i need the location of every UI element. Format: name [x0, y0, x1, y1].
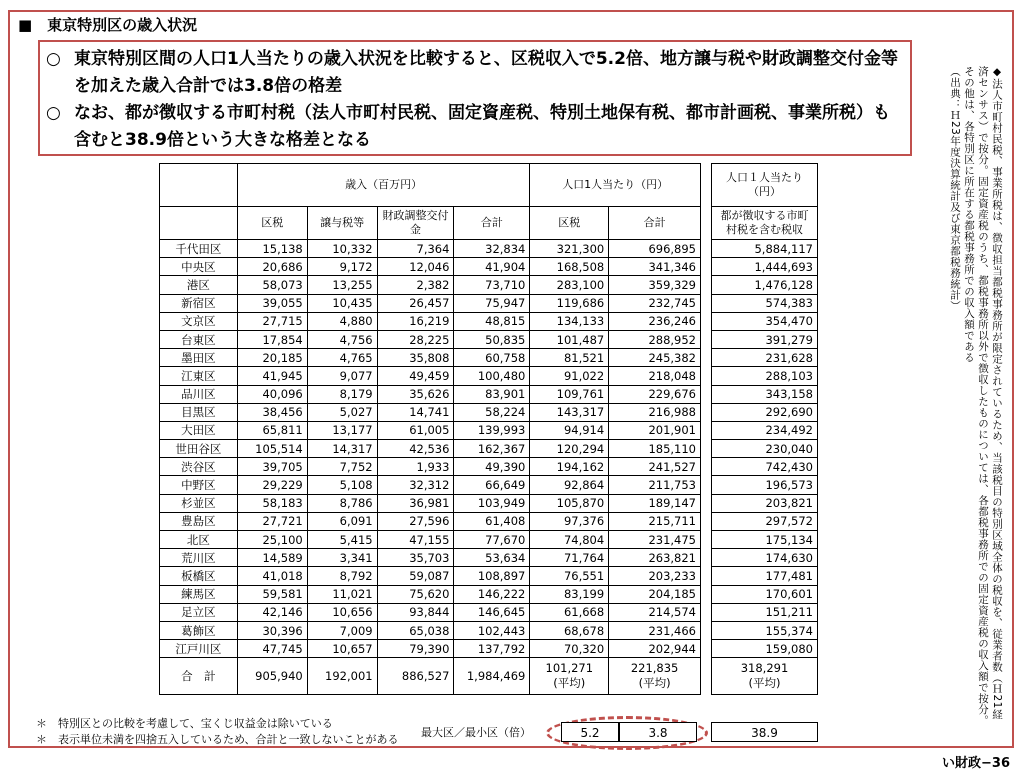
- table-row: [160, 567, 701, 585]
- value-cell: 42,536: [377, 440, 454, 458]
- side-value-cell: 1,476,128: [712, 276, 818, 294]
- value-cell: 32,834: [454, 240, 530, 258]
- table-row: [160, 349, 701, 367]
- value-cell: 1,933: [377, 458, 454, 476]
- side-row: [712, 330, 818, 348]
- value-cell: 14,589: [237, 549, 307, 567]
- value-cell: 139,993: [454, 421, 530, 439]
- ward-name: 荒川区: [160, 549, 238, 567]
- value-cell: 5,108: [307, 476, 377, 494]
- value-cell: 9,172: [307, 258, 377, 276]
- value-cell: 26,457: [377, 294, 454, 312]
- value-cell: 231,475: [609, 531, 701, 549]
- value-cell: 5,415: [307, 531, 377, 549]
- side-value-cell: 391,279: [712, 330, 818, 348]
- side-value-cell: 354,470: [712, 312, 818, 330]
- total-percap-total: 221,835 (平均): [609, 658, 701, 695]
- diamond-bullet-icon: ◆: [991, 66, 1003, 79]
- value-cell: 283,100: [530, 276, 609, 294]
- value-cell: 47,155: [377, 531, 454, 549]
- value-cell: 20,185: [237, 349, 307, 367]
- value-cell: 100,480: [454, 367, 530, 385]
- ward-name: 板橋区: [160, 567, 238, 585]
- table-row: [160, 258, 701, 276]
- side-row: [712, 240, 818, 258]
- value-cell: 58,073: [237, 276, 307, 294]
- side-row: [712, 585, 818, 603]
- side-row: [712, 476, 818, 494]
- table-row: [160, 476, 701, 494]
- summary-text: なお、都が徴収する市町村税（法人市町村民税、固定資産税、特別土地保有税、都市計画税、事業所税）も含むと38.9倍という大きな格差となる: [74, 103, 890, 150]
- side-value-cell: 288,103: [712, 367, 818, 385]
- slide-title: ■ 東京特別区の歳入状況: [18, 16, 198, 34]
- side-value-cell: 177,481: [712, 567, 818, 585]
- value-cell: 120,294: [530, 440, 609, 458]
- value-cell: 102,443: [454, 621, 530, 639]
- value-cell: 65,811: [237, 421, 307, 439]
- value-cell: 39,705: [237, 458, 307, 476]
- side-row: [712, 294, 818, 312]
- side-row: [712, 349, 818, 367]
- value-cell: 27,596: [377, 512, 454, 530]
- summary-box: [38, 40, 912, 156]
- side-row: [712, 421, 818, 439]
- value-cell: 92,864: [530, 476, 609, 494]
- side-value-cell: 231,628: [712, 349, 818, 367]
- value-cell: 79,390: [377, 640, 454, 658]
- side-total-cell: 318,291 (平均): [712, 658, 818, 695]
- table-row: [160, 585, 701, 603]
- side-row: [712, 531, 818, 549]
- total-percap-tax: 101,271 (平均): [530, 658, 609, 695]
- value-cell: 94,914: [530, 421, 609, 439]
- value-cell: 143,317: [530, 403, 609, 421]
- ward-name: 中央区: [160, 258, 238, 276]
- summary-text: 東京特別区間の人口1人当たりの歳入状況を比較すると、区税収入で5.2倍、地方譲与税や財政調整交付金等を加えた歳入合計では3.8倍の格差: [74, 49, 898, 96]
- side-total-row: [712, 658, 818, 695]
- value-cell: 15,138: [237, 240, 307, 258]
- ward-name: 世田谷区: [160, 440, 238, 458]
- circle-bullet-icon: ○: [46, 103, 61, 123]
- value-cell: 61,408: [454, 512, 530, 530]
- value-cell: 218,048: [609, 367, 701, 385]
- page-number: い財政−36: [942, 756, 1010, 771]
- value-cell: 241,527: [609, 458, 701, 476]
- ward-name: 渋谷区: [160, 458, 238, 476]
- total-row: [160, 658, 701, 695]
- value-cell: 101,487: [530, 330, 609, 348]
- summary-bullet: [46, 100, 904, 154]
- col-header: 合計: [454, 207, 530, 240]
- circle-bullet-icon: ○: [46, 49, 61, 69]
- side-row: [712, 494, 818, 512]
- value-cell: 109,761: [530, 385, 609, 403]
- table-row: [160, 549, 701, 567]
- table-row: [160, 367, 701, 385]
- value-cell: 36,981: [377, 494, 454, 512]
- ward-name: 品川区: [160, 385, 238, 403]
- value-cell: 93,844: [377, 603, 454, 621]
- value-cell: 35,703: [377, 549, 454, 567]
- value-cell: 30,396: [237, 621, 307, 639]
- value-cell: 53,634: [454, 549, 530, 567]
- value-cell: 81,521: [530, 349, 609, 367]
- value-cell: 201,901: [609, 421, 701, 439]
- table-row: [160, 440, 701, 458]
- ward-name: 千代田区: [160, 240, 238, 258]
- value-cell: 65,038: [377, 621, 454, 639]
- value-cell: 137,792: [454, 640, 530, 658]
- value-cell: 185,110: [609, 440, 701, 458]
- value-cell: 359,329: [609, 276, 701, 294]
- value-cell: 108,897: [454, 567, 530, 585]
- value-cell: 28,225: [377, 330, 454, 348]
- value-cell: 50,835: [454, 330, 530, 348]
- side-row: [712, 549, 818, 567]
- col-header: 譲与税等: [307, 207, 377, 240]
- value-cell: 27,715: [237, 312, 307, 330]
- value-cell: 4,880: [307, 312, 377, 330]
- side-value-cell: 175,134: [712, 531, 818, 549]
- summary-bullet: [46, 46, 904, 100]
- value-cell: 61,005: [377, 421, 454, 439]
- value-cell: 41,018: [237, 567, 307, 585]
- side-row: [712, 440, 818, 458]
- col-header: 区税: [237, 207, 307, 240]
- footnote: ＊ 特別区との比較を考慮して、宝くじ収益金は除いている: [36, 717, 333, 730]
- value-cell: 16,219: [377, 312, 454, 330]
- value-cell: 10,435: [307, 294, 377, 312]
- value-cell: 119,686: [530, 294, 609, 312]
- value-cell: 58,183: [237, 494, 307, 512]
- table-row: [160, 312, 701, 330]
- value-cell: 49,390: [454, 458, 530, 476]
- ward-name: 杉並区: [160, 494, 238, 512]
- value-cell: 202,944: [609, 640, 701, 658]
- col-header: 財政調整交付金: [377, 207, 454, 240]
- table-row: [160, 276, 701, 294]
- side-row: [712, 567, 818, 585]
- side-value-cell: 151,211: [712, 603, 818, 621]
- value-cell: 10,332: [307, 240, 377, 258]
- value-cell: 105,870: [530, 494, 609, 512]
- value-cell: 68,678: [530, 621, 609, 639]
- side-value-cell: 742,430: [712, 458, 818, 476]
- side-value-cell: 5,884,117: [712, 240, 818, 258]
- value-cell: 321,300: [530, 240, 609, 258]
- corner-cell: [160, 164, 238, 207]
- side-value-cell: 297,572: [712, 512, 818, 530]
- value-cell: 8,792: [307, 567, 377, 585]
- side-value-cell: 170,601: [712, 585, 818, 603]
- value-cell: 189,147: [609, 494, 701, 512]
- value-cell: 41,945: [237, 367, 307, 385]
- value-cell: 231,466: [609, 621, 701, 639]
- value-cell: 74,804: [530, 531, 609, 549]
- ward-name: 大田区: [160, 421, 238, 439]
- value-cell: 194,162: [530, 458, 609, 476]
- side-value-cell: 155,374: [712, 621, 818, 639]
- value-cell: 2,382: [377, 276, 454, 294]
- value-cell: 288,952: [609, 330, 701, 348]
- corner-cell: [160, 207, 238, 240]
- ratio-label: 最大区／最小区（倍）: [421, 726, 531, 739]
- value-cell: 7,364: [377, 240, 454, 258]
- value-cell: 66,649: [454, 476, 530, 494]
- value-cell: 229,676: [609, 385, 701, 403]
- total-cell: 905,940: [237, 658, 307, 695]
- value-cell: 97,376: [530, 512, 609, 530]
- total-cell: 886,527: [377, 658, 454, 695]
- table-row: [160, 458, 701, 476]
- side-row: [712, 367, 818, 385]
- ward-name: 中野区: [160, 476, 238, 494]
- footnotes: [36, 716, 399, 748]
- value-cell: 49,459: [377, 367, 454, 385]
- value-cell: 29,229: [237, 476, 307, 494]
- revenue-table: [159, 163, 701, 695]
- value-cell: 70,320: [530, 640, 609, 658]
- value-cell: 232,745: [609, 294, 701, 312]
- value-cell: 47,745: [237, 640, 307, 658]
- ward-name: 江戸川区: [160, 640, 238, 658]
- value-cell: 162,367: [454, 440, 530, 458]
- side-table: [711, 163, 818, 695]
- header-revenue: 歳入（百万円）: [237, 164, 530, 207]
- value-cell: 10,657: [307, 640, 377, 658]
- value-cell: 105,514: [237, 440, 307, 458]
- value-cell: 216,988: [609, 403, 701, 421]
- table-row: [160, 294, 701, 312]
- value-cell: 76,551: [530, 567, 609, 585]
- value-cell: 75,947: [454, 294, 530, 312]
- value-cell: 41,904: [454, 258, 530, 276]
- col-header: 合計: [609, 207, 701, 240]
- value-cell: 236,246: [609, 312, 701, 330]
- value-cell: 59,087: [377, 567, 454, 585]
- value-cell: 13,255: [307, 276, 377, 294]
- table-row: [160, 621, 701, 639]
- ward-name: 北区: [160, 531, 238, 549]
- value-cell: 8,786: [307, 494, 377, 512]
- side-value-cell: 159,080: [712, 640, 818, 658]
- side-value-cell: 234,492: [712, 421, 818, 439]
- value-cell: 48,815: [454, 312, 530, 330]
- side-row: [712, 621, 818, 639]
- value-cell: 83,199: [530, 585, 609, 603]
- value-cell: 245,382: [609, 349, 701, 367]
- side-row: [712, 385, 818, 403]
- value-cell: 20,686: [237, 258, 307, 276]
- value-cell: 42,146: [237, 603, 307, 621]
- table-row: [160, 531, 701, 549]
- table-row: [160, 240, 701, 258]
- side-value-cell: 174,630: [712, 549, 818, 567]
- value-cell: 25,100: [237, 531, 307, 549]
- side-value-cell: 196,573: [712, 476, 818, 494]
- ward-name: 港区: [160, 276, 238, 294]
- value-cell: 8,179: [307, 385, 377, 403]
- value-cell: 83,901: [454, 385, 530, 403]
- side-value-cell: 343,158: [712, 385, 818, 403]
- table-row: [160, 385, 701, 403]
- side-row: [712, 276, 818, 294]
- side-row: [712, 603, 818, 621]
- value-cell: 38,456: [237, 403, 307, 421]
- value-cell: 134,133: [530, 312, 609, 330]
- ward-name: 目黒区: [160, 403, 238, 421]
- value-cell: 58,224: [454, 403, 530, 421]
- ratio-total: 3.8: [619, 722, 697, 742]
- ward-name: 足立区: [160, 603, 238, 621]
- ratio-side: 38.9: [711, 722, 818, 742]
- side-header: 人口１人当たり（円）: [712, 164, 818, 207]
- value-cell: 12,046: [377, 258, 454, 276]
- value-cell: 146,222: [454, 585, 530, 603]
- value-cell: 9,077: [307, 367, 377, 385]
- value-cell: 39,055: [237, 294, 307, 312]
- value-cell: 211,753: [609, 476, 701, 494]
- table-row: [160, 330, 701, 348]
- vertical-note: [918, 66, 1004, 726]
- value-cell: 35,626: [377, 385, 454, 403]
- value-cell: 10,656: [307, 603, 377, 621]
- side-row: [712, 258, 818, 276]
- value-cell: 60,758: [454, 349, 530, 367]
- value-cell: 214,574: [609, 603, 701, 621]
- value-cell: 7,009: [307, 621, 377, 639]
- side-value-cell: 230,040: [712, 440, 818, 458]
- value-cell: 5,027: [307, 403, 377, 421]
- value-cell: 61,668: [530, 603, 609, 621]
- total-label: 合 計: [160, 658, 238, 695]
- value-cell: 204,185: [609, 585, 701, 603]
- value-cell: 14,741: [377, 403, 454, 421]
- table-row: [160, 403, 701, 421]
- side-value-cell: 574,383: [712, 294, 818, 312]
- value-cell: 71,764: [530, 549, 609, 567]
- side-row: [712, 403, 818, 421]
- value-cell: 341,346: [609, 258, 701, 276]
- side-value-cell: 203,821: [712, 494, 818, 512]
- value-cell: 696,895: [609, 240, 701, 258]
- value-cell: 13,177: [307, 421, 377, 439]
- ward-name: 練馬区: [160, 585, 238, 603]
- source-note: （出典：Ｈ23年度決算統計及び東京都税務統計）: [949, 66, 961, 312]
- value-cell: 103,949: [454, 494, 530, 512]
- col-header: 区税: [530, 207, 609, 240]
- side-row: [712, 512, 818, 530]
- side-row: [712, 458, 818, 476]
- value-cell: 32,312: [377, 476, 454, 494]
- value-cell: 6,091: [307, 512, 377, 530]
- table-row: [160, 421, 701, 439]
- table-row: [160, 640, 701, 658]
- table-row: [160, 603, 701, 621]
- ratio-tax: 5.2: [561, 722, 619, 742]
- value-cell: 203,233: [609, 567, 701, 585]
- value-cell: 7,752: [307, 458, 377, 476]
- table-row: [160, 494, 701, 512]
- ward-name: 豊島区: [160, 512, 238, 530]
- table-row: [160, 512, 701, 530]
- value-cell: 59,581: [237, 585, 307, 603]
- value-cell: 215,711: [609, 512, 701, 530]
- value-cell: 73,710: [454, 276, 530, 294]
- ward-name: 江東区: [160, 367, 238, 385]
- value-cell: 17,854: [237, 330, 307, 348]
- ward-name: 新宿区: [160, 294, 238, 312]
- value-cell: 263,821: [609, 549, 701, 567]
- value-cell: 91,022: [530, 367, 609, 385]
- footnote: ＊ 表示単位未満を四捨五入しているため、合計と一致しないことがある: [36, 733, 399, 746]
- side-row: [712, 640, 818, 658]
- vertical-note-text: 法人市町村民税、事業所税は、徴収担当都税事務所が限定されているため、当該税目の特別区域全体の税収を、従業者数（Ｈ21経済センサス）で按分。固定資産税のうち、都税事務所以外で徴収したものについては、各都税事務所での固定資産税の収入額で按分。その他は、各特別区に所在する都税事務所での収入額である: [963, 66, 1003, 726]
- side-value-cell: 292,690: [712, 403, 818, 421]
- value-cell: 11,021: [307, 585, 377, 603]
- value-cell: 40,096: [237, 385, 307, 403]
- ward-name: 文京区: [160, 312, 238, 330]
- value-cell: 168,508: [530, 258, 609, 276]
- ward-name: 墨田区: [160, 349, 238, 367]
- total-cell: 1,984,469: [454, 658, 530, 695]
- value-cell: 77,670: [454, 531, 530, 549]
- value-cell: 35,808: [377, 349, 454, 367]
- value-cell: 75,620: [377, 585, 454, 603]
- side-col-header: 都が徴収する市町村税を含む税収: [712, 207, 818, 240]
- total-cell: 192,001: [307, 658, 377, 695]
- side-value-cell: 1,444,693: [712, 258, 818, 276]
- value-cell: 14,317: [307, 440, 377, 458]
- value-cell: 3,341: [307, 549, 377, 567]
- ward-name: 台東区: [160, 330, 238, 348]
- value-cell: 4,765: [307, 349, 377, 367]
- value-cell: 4,756: [307, 330, 377, 348]
- value-cell: 146,645: [454, 603, 530, 621]
- header-per-capita: 人口1人当たり（円）: [530, 164, 701, 207]
- side-row: [712, 312, 818, 330]
- ward-name: 葛飾区: [160, 621, 238, 639]
- value-cell: 27,721: [237, 512, 307, 530]
